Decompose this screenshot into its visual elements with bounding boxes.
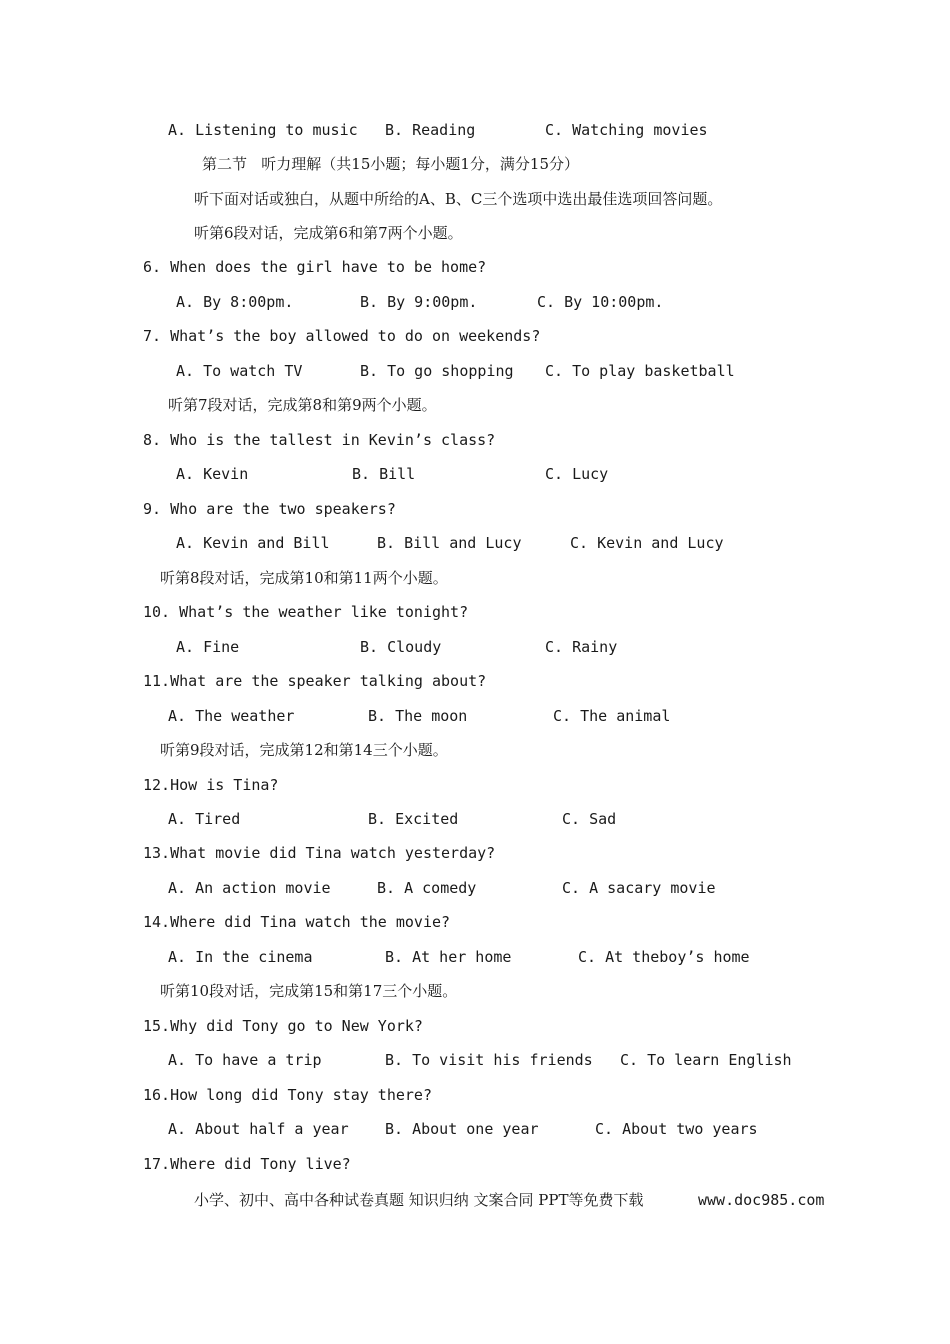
option-c: C. By 10:00pm.	[537, 293, 664, 311]
option-b: B. A comedy	[377, 879, 477, 897]
option-c: C. The animal	[553, 707, 671, 725]
question-12: 12.How is Tina?	[143, 776, 279, 794]
option-a: A. In the cinema	[168, 948, 313, 966]
question-14: 14.Where did Tina watch the movie?	[143, 913, 451, 931]
question-6: 6. When does the girl have to be home?	[143, 258, 487, 276]
question-7: 7. What’s the boy allowed to do on weekends?	[143, 327, 541, 345]
question-16: 16.How long did Tony stay there?	[143, 1086, 432, 1104]
option-c: C. At theboy’s home	[578, 948, 750, 966]
option-b: B. The moon	[368, 707, 468, 725]
option-c: C. Lucy	[545, 465, 609, 483]
dialog-9-heading: 听第9段对话，完成第12和第14三个小题。	[160, 741, 448, 759]
dialog-8-heading: 听第8段对话，完成第10和第11两个小题。	[160, 569, 448, 587]
option-c: C. Kevin and Lucy	[570, 534, 724, 552]
option-c: C. To play basketball	[545, 362, 735, 380]
option-c: C. Rainy	[545, 638, 618, 656]
dialog-10-heading: 听第10段对话，完成第15和第17三个小题。	[160, 982, 458, 1000]
option-a: A. Kevin and Bill	[176, 534, 330, 552]
instruction: 听下面对话或独白，从题中所给的A、B、C三个选项中选出最佳选项回答问题。	[194, 190, 723, 208]
option-c: C. To learn English	[620, 1051, 792, 1069]
option-b: B. Cloudy	[360, 638, 442, 656]
option-b: B. By 9:00pm.	[360, 293, 478, 311]
option-a: A. Kevin	[176, 465, 249, 483]
option-b: B. Bill and Lucy	[377, 534, 522, 552]
option-a: A. Fine	[176, 638, 240, 656]
option-a: A. The weather	[168, 707, 295, 725]
question-17: 17.Where did Tony live?	[143, 1155, 351, 1173]
option-c: C. Watching movies	[545, 121, 708, 139]
question-10: 10. What’s the weather like tonight?	[143, 603, 469, 621]
question-11: 11.What are the speaker talking about?	[143, 672, 487, 690]
option-a: A. To have a trip	[168, 1051, 322, 1069]
dialog-6-heading: 听第6段对话，完成第6和第7两个小题。	[194, 224, 463, 242]
option-b: B. Excited	[368, 810, 459, 828]
option-b: B. About one year	[385, 1120, 539, 1138]
section-title: 第二节 听力理解（共15小题；每小题1分，满分15分）	[202, 155, 580, 173]
question-15: 15.Why did Tony go to New York?	[143, 1017, 423, 1035]
question-13: 13.What movie did Tina watch yesterday?	[143, 844, 496, 862]
option-a: A. Tired	[168, 810, 241, 828]
option-b: B. Bill	[352, 465, 416, 483]
question-9: 9. Who are the two speakers?	[143, 500, 396, 518]
option-b: B. Reading	[385, 121, 476, 139]
option-a: A. Listening to music	[168, 121, 358, 139]
option-c: C. About two years	[595, 1120, 758, 1138]
dialog-7-heading: 听第7段对话，完成第8和第9两个小题。	[168, 396, 437, 414]
option-a: A. An action movie	[168, 879, 331, 897]
option-a: A. About half a year	[168, 1120, 349, 1138]
option-c: C. Sad	[562, 810, 617, 828]
option-b: B. To visit his friends	[385, 1051, 593, 1069]
footer-url[interactable]: www.doc985.com	[698, 1191, 825, 1209]
option-a: A. By 8:00pm.	[176, 293, 294, 311]
question-8: 8. Who is the tallest in Kevin’s class?	[143, 431, 496, 449]
option-b: B. To go shopping	[360, 362, 514, 380]
option-c: C. A sacary movie	[562, 879, 716, 897]
option-b: B. At her home	[385, 948, 512, 966]
option-a: A. To watch TV	[176, 362, 303, 380]
footer-text: 小学、初中、高中各种试卷真题 知识归纳 文案合同 PPT等免费下载	[194, 1191, 644, 1209]
